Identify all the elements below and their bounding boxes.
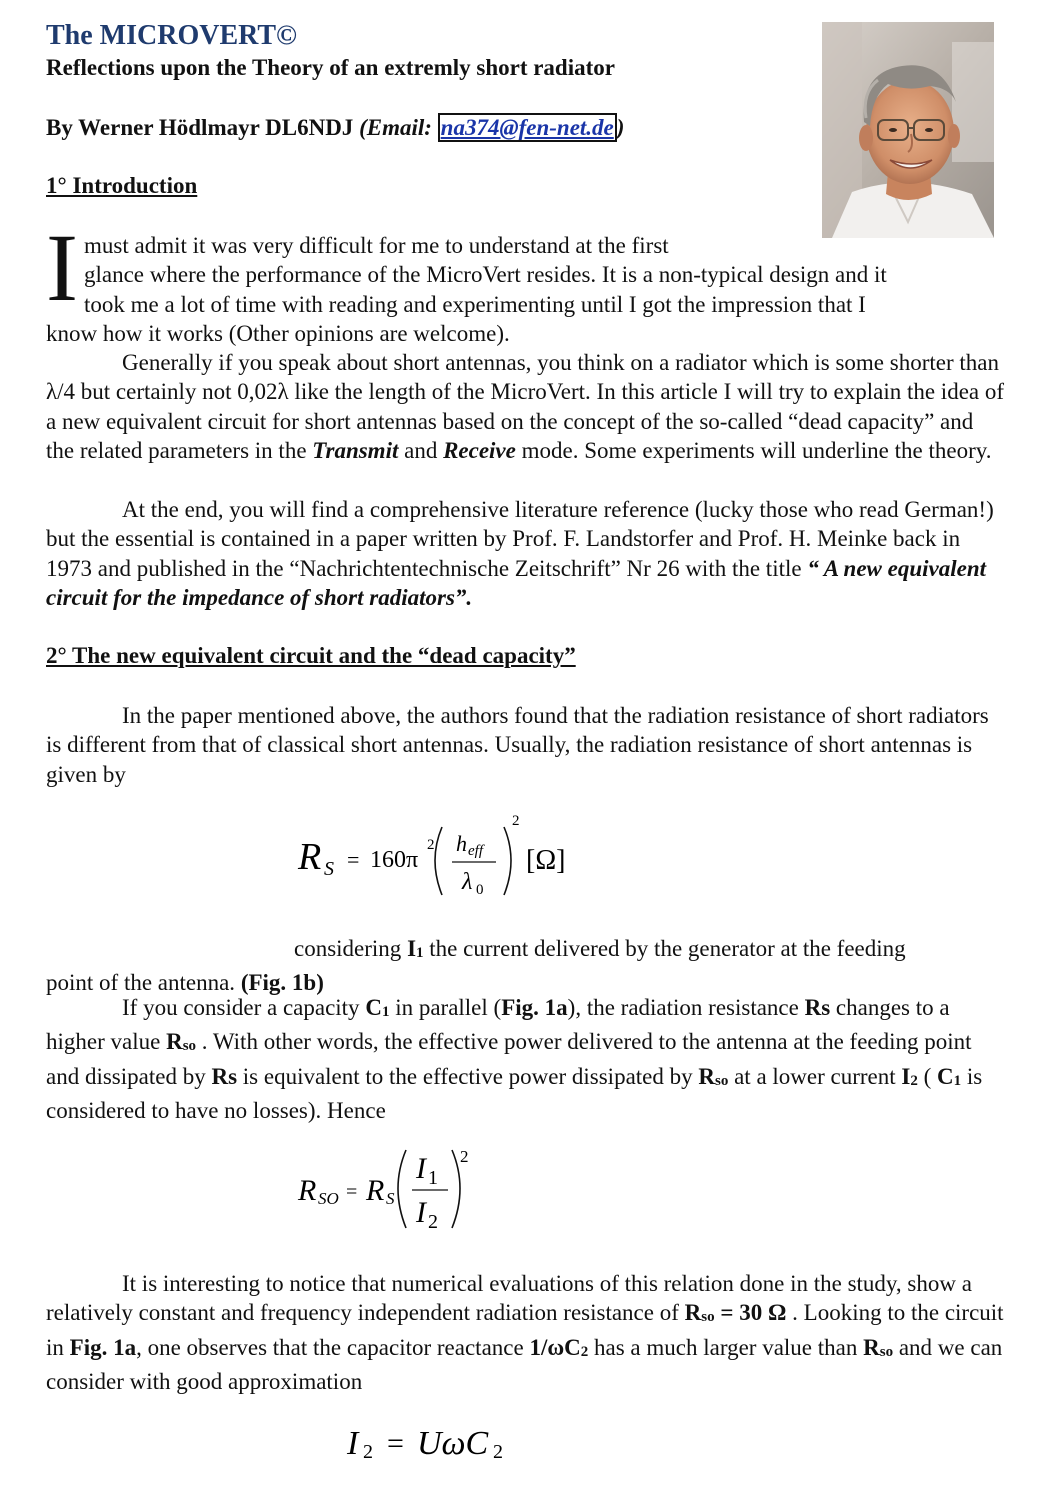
intro-line-1: must admit it was very difficult for me to understand at the first — [84, 233, 669, 258]
fig-1b-ref: (Fig. 1b) — [240, 970, 324, 996]
intro-line-2: glance where the performance of the MicroVert resides. It is a non-typical design and it — [84, 262, 887, 288]
svg-text:=: = — [346, 1181, 358, 1203]
page-title: The MICROVERT© — [46, 20, 297, 51]
svg-text:2: 2 — [512, 813, 520, 829]
byline-author: By Werner Hödlmayr DL6NDJ — [46, 115, 360, 140]
svg-text:[Ω]: [Ω] — [526, 845, 566, 876]
transmit-term: Transmit — [312, 437, 399, 463]
formula-i2 — [345, 1418, 545, 1468]
svg-text:2: 2 — [363, 1441, 373, 1463]
paragraph-radiation-resistance: In the paper mentioned above, the authors found that the radiation resistance of short radiators is different from that of classical short antennas. Usually, the radiation resistance of short antennas is given by — [46, 703, 989, 787]
svg-text:R: R — [298, 1174, 317, 1207]
svg-text:2: 2 — [427, 837, 435, 853]
svg-text:I: I — [347, 1425, 359, 1462]
byline-email-label: (Email: — [359, 115, 438, 140]
email-link[interactable]: na374@fen-net.de — [438, 113, 617, 142]
author-portrait-image — [822, 22, 994, 238]
fig-1a-ref: Fig. 1a — [501, 995, 568, 1020]
section-heading-introduction: 1° Introduction — [46, 173, 198, 198]
paragraph-literature: At the end, you will find a comprehensive literature reference (lucky those who read German!) but the essential is contained in a paper written by Prof. F. Landstorfer and Prof. H. Meinke back in 1973 and published in the “Nachrichtentechnische Zeitschrift” Nr 26 with the title “ A new equivalent circuit for the impedance of short radiators”. — [46, 497, 994, 610]
svg-text:S: S — [324, 858, 334, 880]
paragraph-capacity-parallel: If you consider a capacity C1 in parallel (Fig. 1a), the radiation resistance Rs changes to a higher value Rso . With other words, the effective power delivered to the antenna at the feeding point and dissipated by Rs is equivalent to the effective power dissipated by Rso at a lower current I2 ( C1 is considered to have no losses). Hence — [46, 995, 983, 1123]
intro-line-3: took me a lot of time with reading and experimenting until I got the impression that I — [84, 291, 866, 317]
svg-text:I: I — [416, 1196, 426, 1229]
svg-text:1: 1 — [428, 1167, 438, 1189]
svg-text:λ: λ — [462, 869, 473, 895]
svg-text:=: = — [347, 847, 360, 872]
paragraph-considering: considering I1 the current delivered by the generator at the feeding point of the antenna. (Fig. 1b) — [46, 936, 906, 996]
svg-text:2: 2 — [460, 1147, 469, 1166]
svg-text:UωC: UωC — [417, 1425, 489, 1462]
formula-radiation-resistance — [290, 805, 590, 900]
fig-1a-ref-2: Fig. 1a — [69, 1334, 137, 1360]
paragraph-numerical-evaluation: It is interesting to notice that numerical evaluations of this relation done in the study, show a relatively constant and frequency independent radiation resistance of Rso = 30 Ω . Looking to the circuit in Fig. 1a, one observes that the capacitor reactance 1/ωC2 has a much larger value than Rso and we can consider with good approximation — [46, 1271, 1004, 1394]
drop-cap: I — [46, 214, 78, 321]
svg-text:R: R — [298, 836, 322, 878]
paper-title: “ A new equivalent circuit for the impedance of short radiators”. — [46, 555, 987, 610]
intro-lines — [84, 231, 1004, 319]
svg-text:SO: SO — [318, 1189, 339, 1208]
svg-text:2: 2 — [493, 1441, 503, 1463]
byline-close: ) — [616, 115, 625, 140]
svg-text:I: I — [416, 1152, 426, 1185]
receive-term: Receive — [443, 437, 516, 463]
author-photo — [822, 22, 994, 238]
paragraph-short-antennas: Generally if you speak about short antennas, you think on a radiator which is some shorter than λ/4 but certainly not 0,02λ like the length of the MicroVert. In this article I will try to explain the idea of a new equivalent circuit for short antennas based on the concept of the so-called “dead capacity” and the related parameters in the Transmit and Receive mode. Some experiments will underline the theory. — [46, 350, 1005, 463]
svg-text:S: S — [386, 1189, 395, 1208]
svg-text:160π: 160π — [370, 847, 419, 873]
svg-text:2: 2 — [428, 1211, 438, 1233]
svg-text:0: 0 — [476, 882, 484, 898]
svg-text:h: h — [456, 831, 467, 856]
formula-rso — [292, 1140, 522, 1236]
byline — [46, 115, 624, 141]
svg-text:eff: eff — [468, 843, 483, 859]
intro-tail: know how it works (Other opinions are welcome). — [46, 321, 510, 346]
svg-text:=: = — [387, 1427, 404, 1460]
svg-text:R: R — [366, 1174, 385, 1207]
section-heading-equivalent-circuit: 2° The new equivalent circuit and the “dead capacity” — [46, 643, 576, 668]
page-subtitle: Reflections upon the Theory of an extremly short radiator — [46, 55, 615, 80]
